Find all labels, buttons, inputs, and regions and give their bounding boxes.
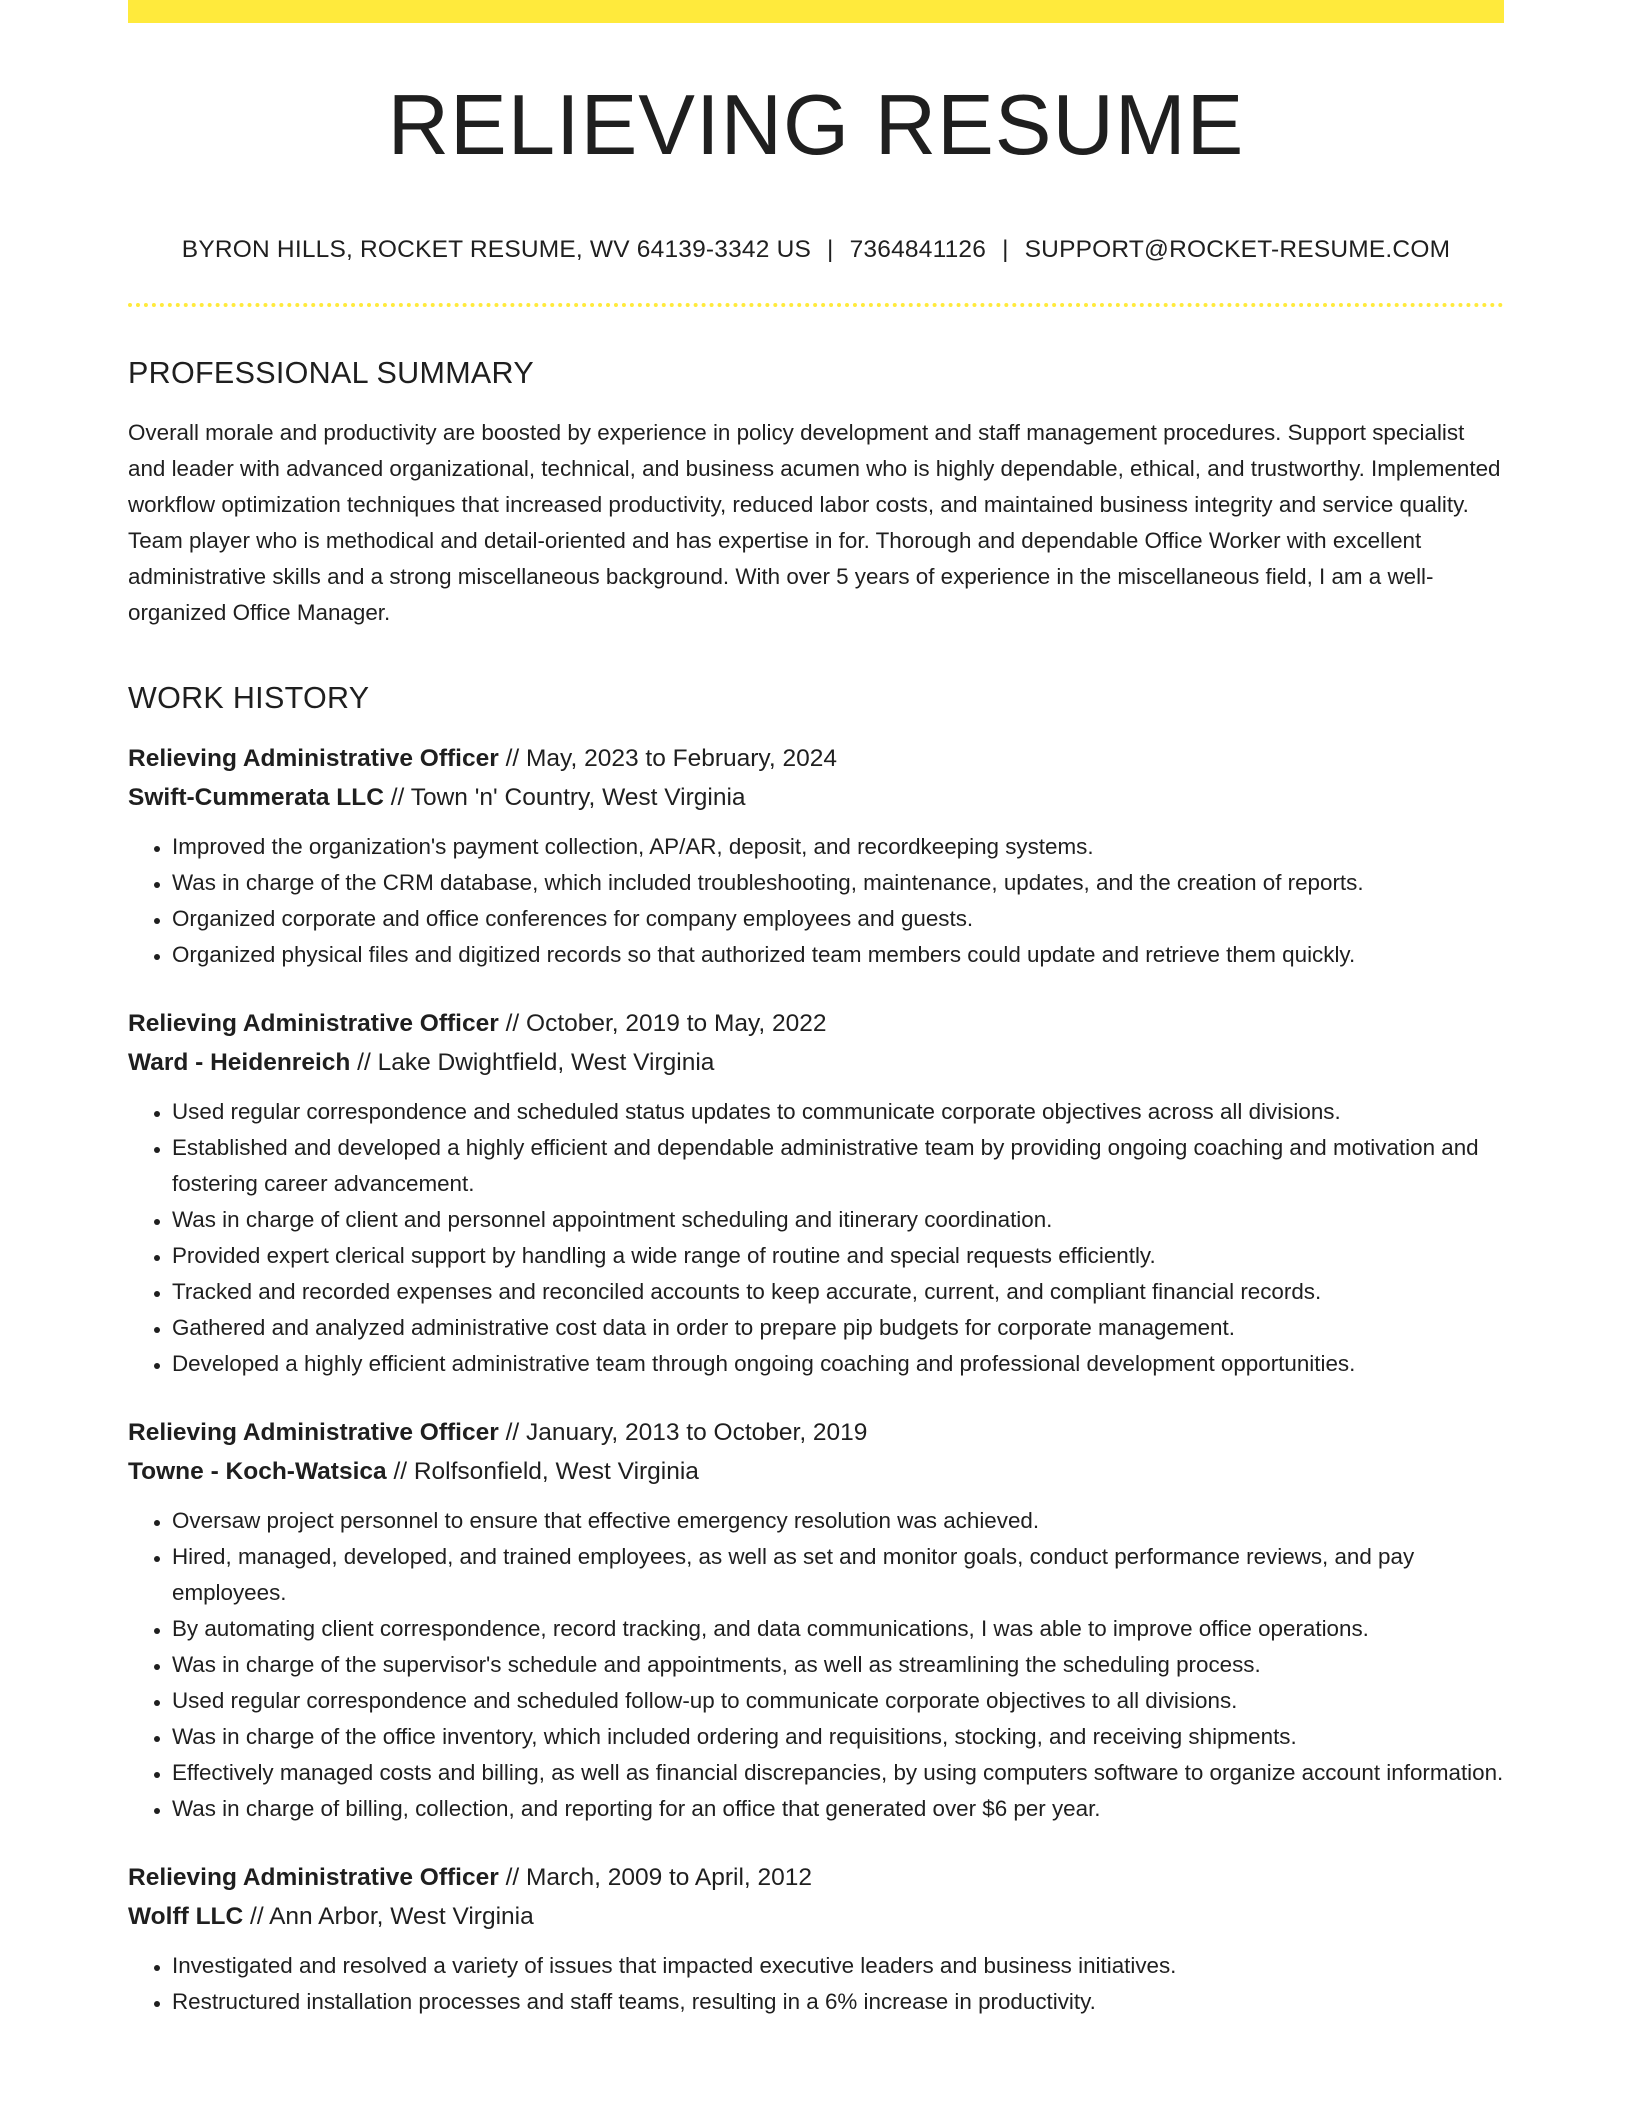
job-company: Wolff LLC (128, 1903, 244, 1930)
job-company-line (128, 778, 1504, 817)
job-bullet: • Investigated and resolved a variety of issues that impacted executive leaders and business initiatives. (172, 1948, 1504, 1984)
job-bullet: • Organized physical files and digitized records so that authorized team members could update and retrieve them quickly. (172, 937, 1504, 973)
job-dates: // March, 2009 to April, 2012 (498, 1864, 813, 1891)
job-dates: // May, 2023 to February, 2024 (498, 745, 837, 772)
resume-name: RELIEVING RESUME (387, 78, 1245, 173)
job-bullet: • Used regular correspondence and scheduled follow-up to communicate corporate objectives to all divisions. (172, 1683, 1504, 1719)
job-entry (128, 1413, 1504, 1827)
job-bullet: • Was in charge of the office inventory, which included ordering and requisitions, stocking, and receiving shipments. (172, 1719, 1504, 1755)
job-dates: // October, 2019 to May, 2022 (498, 1010, 827, 1037)
job-bullet: • Was in charge of billing, collection, and reporting for an office that generated over $6 per year. (172, 1791, 1504, 1827)
job-bullet: • Established and developed a highly efficient and dependable administrative team by providing ongoing coaching and motivation and fostering career advancement. (172, 1130, 1504, 1202)
job-bullets (128, 1094, 1504, 1382)
job-location: // Town 'n' Country, West Virginia (383, 784, 746, 811)
job-bullet: • Effectively managed costs and billing, as well as financial discrepancies, by using computers software to organize account information. (172, 1755, 1504, 1791)
job-position: Relieving Administrative Officer (128, 745, 499, 772)
job-bullet: • Was in charge of the supervisor's schedule and appointments, as well as streamlining the scheduling process. (172, 1647, 1504, 1683)
job-title-line (128, 1413, 1504, 1452)
contact-address: BYRON HILLS, ROCKET RESUME, WV 64139-3342 US (181, 236, 812, 263)
job-bullet: • Was in charge of the CRM database, which included troubleshooting, maintenance, updates, and the creation of reports. (172, 865, 1504, 901)
job-bullet: • Oversaw project personnel to ensure that effective emergency resolution was achieved. (172, 1503, 1504, 1539)
contact-phone: 7364841126 (849, 236, 987, 263)
job-bullet: • Hired, managed, developed, and trained employees, as well as set and monitor goals, conduct performance reviews, and pay employees. (172, 1539, 1504, 1611)
resume-page (128, 0, 1504, 2020)
contact-email[interactable]: SUPPORT@ROCKET-RESUME.COM (1024, 236, 1451, 263)
job-company: Swift-Cummerata LLC (128, 784, 384, 811)
summary-heading: PROFESSIONAL SUMMARY (128, 356, 534, 390)
job-title-line (128, 1858, 1504, 1897)
job-company-line (128, 1043, 1504, 1082)
job-entry (128, 739, 1504, 973)
job-company: Ward - Heidenreich (128, 1049, 351, 1076)
job-bullet: • Developed a highly efficient administrative team through ongoing coaching and professional development opportunities. (172, 1346, 1504, 1382)
job-bullet: • Was in charge of client and personnel appointment scheduling and itinerary coordination. (172, 1202, 1504, 1238)
job-title-line (128, 1004, 1504, 1043)
job-bullets (128, 1948, 1504, 2020)
job-bullet: • Provided expert clerical support by handling a wide range of routine and special requests efficiently. (172, 1238, 1504, 1274)
job-location: // Ann Arbor, West Virginia (243, 1903, 534, 1930)
job-company-line (128, 1452, 1504, 1491)
job-location: // Rolfsonfield, West Virginia (386, 1458, 699, 1485)
job-bullet: • Improved the organization's payment collection, AP/AR, deposit, and recordkeeping systems. (172, 829, 1504, 865)
job-location: // Lake Dwightfield, West Virginia (350, 1049, 715, 1076)
summary-text: Overall morale and productivity are boosted by experience in policy development and staff management procedures. Support specialist and leader with advanced organizational, technical, and business acumen who is highly dependable, ethical, and trustworthy. Implemented workflow optimization techniques that increased productivity, reduced labor costs, and maintained business integrity and service quality. Team player who is methodical and detail-oriented and has expertise in for. Thorough and dependable Office Worker with excellent administrative skills and a strong miscellaneous background. With over 5 years of experience in the miscellaneous field, I am a well-organized Office Manager. (128, 419, 1501, 625)
job-position: Relieving Administrative Officer (128, 1419, 499, 1446)
contact-separator: | (1002, 236, 1009, 263)
work-history-heading: WORK HISTORY (128, 680, 370, 715)
job-company: Towne - Koch-Watsica (128, 1458, 387, 1485)
job-bullet: • Organized corporate and office conferences for company employees and guests. (172, 901, 1504, 937)
job-entry (128, 1858, 1504, 2020)
job-title-line (128, 739, 1504, 778)
job-bullet: • Tracked and recorded expenses and reconciled accounts to keep accurate, current, and compliant financial records. (172, 1274, 1504, 1310)
accent-bar (128, 0, 1504, 23)
job-bullet: • By automating client correspondence, record tracking, and data communications, I was able to improve office operations. (172, 1611, 1504, 1647)
job-position: Relieving Administrative Officer (128, 1010, 499, 1037)
contact-separator: | (827, 236, 834, 263)
job-bullet: • Gathered and analyzed administrative cost data in order to prepare pip budgets for corporate management. (172, 1310, 1504, 1346)
job-entry (128, 1004, 1504, 1382)
job-company-line (128, 1897, 1504, 1936)
job-bullets (128, 829, 1504, 973)
job-position: Relieving Administrative Officer (128, 1864, 499, 1891)
job-dates: // January, 2013 to October, 2019 (498, 1419, 868, 1446)
contact-line (128, 236, 1504, 264)
job-bullet: • Restructured installation processes and staff teams, resulting in a 6% increase in productivity. (172, 1984, 1504, 2020)
dotted-divider (128, 303, 1504, 307)
job-bullets (128, 1503, 1504, 1827)
job-bullet: • Used regular correspondence and scheduled status updates to communicate corporate objectives across all divisions. (172, 1094, 1504, 1130)
